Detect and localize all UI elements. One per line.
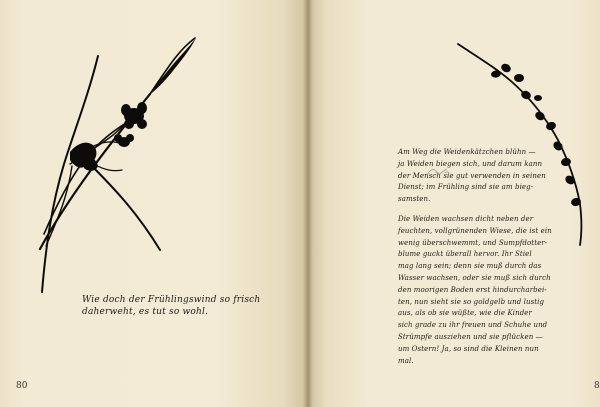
page-number-right: 8 — [594, 381, 600, 391]
text-line: mag lang sein; denn sie muß durch das — [398, 262, 542, 271]
text-line: um Ostern! Ja, so sind die Kleinen nun — [398, 344, 539, 353]
body-text — [398, 147, 552, 375]
text-line: den moorigen Boden erst hindurcharbei- — [398, 285, 547, 294]
text-line: blume guckt überall hervor. Ihr Stiel — [398, 250, 532, 259]
text-line: ten, nun sieht sie so goldgelb und lustig — [398, 297, 545, 306]
text-line: Wasser wachsen, oder sie muß sich durch — [398, 273, 551, 282]
paragraph — [398, 147, 546, 206]
text-line: sich grade zu ihr freuen und Schuhe und — [398, 321, 548, 330]
pencil-mark-icon — [425, 166, 451, 178]
text-line: Die Weiden wachsen dicht neben der — [398, 214, 534, 223]
flower-silhouette-icon — [30, 34, 200, 296]
text-line: feuchten, vollgrünenden Wiese, die ist ein — [398, 226, 552, 235]
caption — [82, 294, 262, 318]
text-line: wenig überschwemmt, und Sumpfdotter- — [398, 238, 548, 247]
caption-line: Wie doch der Frühlingswind so frisch — [82, 295, 261, 305]
book-gutter — [303, 0, 313, 407]
text-line: aus, als ob sie wüßte, wie die Kinder — [398, 309, 532, 318]
text-line: mal. — [398, 356, 414, 365]
caption-line: daherweht, es tut so wohl. — [82, 307, 209, 317]
text-line: Dienst; im Frühling sind sie am bieg- — [398, 183, 534, 192]
text-line: samsten. — [398, 195, 431, 204]
text-line: der Mensch sie gut verwenden in seinen — [398, 171, 546, 180]
page-number-left: 80 — [16, 381, 28, 391]
text-line: Am Weg die Weidenkätzchen blühn — — [398, 148, 536, 156]
text-line: ja Weiden biegen sich, und darum kann — [398, 159, 543, 168]
text-line: Strümpfe ausziehen und sie pflücken — — [398, 332, 543, 341]
paragraph — [398, 214, 552, 367]
